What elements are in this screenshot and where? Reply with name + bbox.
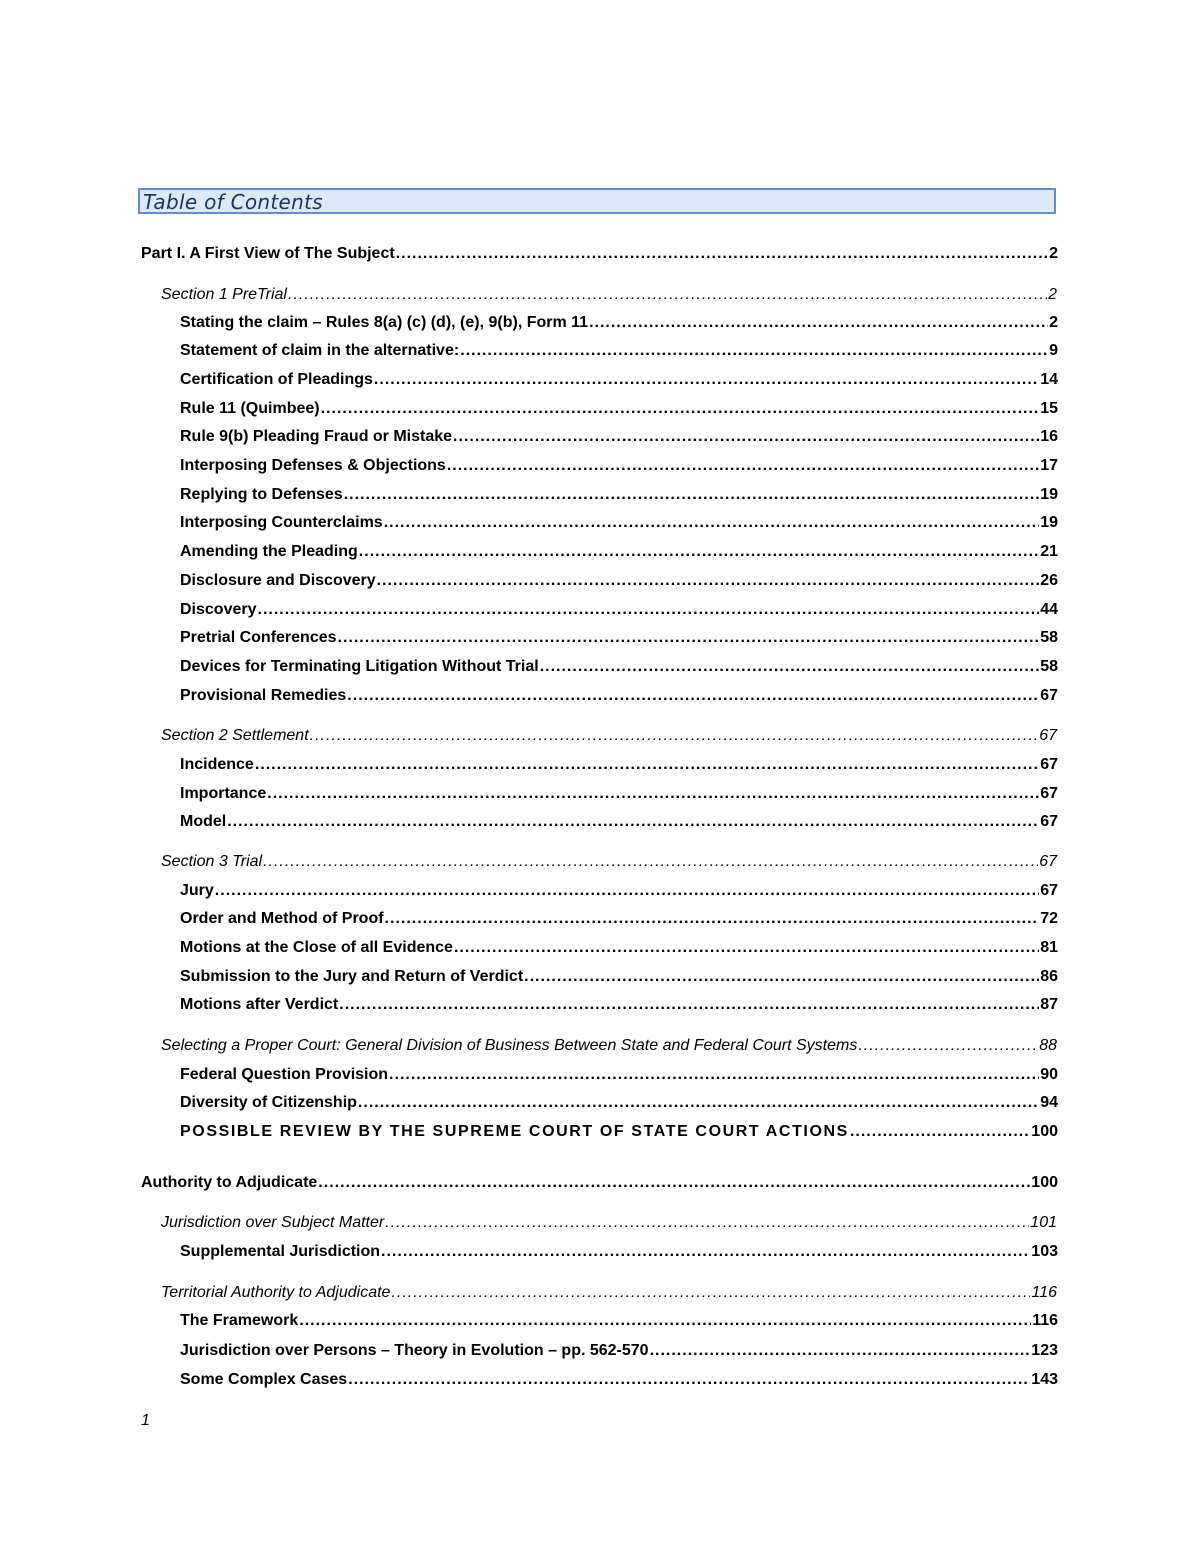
toc-leader-dots bbox=[540, 658, 1040, 676]
toc-entry[interactable] bbox=[180, 1342, 1058, 1360]
toc-leader-dots bbox=[589, 314, 1048, 332]
toc-entry[interactable] bbox=[180, 601, 1058, 619]
toc-entry[interactable] bbox=[180, 910, 1058, 928]
toc-entry-label: Submission to the Jury and Return of Verdict bbox=[180, 968, 524, 985]
toc-entry-label: Interposing Counterclaims bbox=[180, 514, 383, 531]
toc-leader-dots bbox=[850, 1123, 1030, 1141]
toc-leader-dots bbox=[310, 727, 1039, 745]
toc-entry[interactable] bbox=[180, 371, 1058, 389]
toc-entry[interactable] bbox=[180, 658, 1058, 676]
toc-leader-dots bbox=[263, 853, 1038, 871]
toc-entry-label: Rule 9(b) Pleading Fraud or Mistake bbox=[180, 428, 453, 445]
toc-title: Table of Contents bbox=[143, 190, 323, 214]
toc-entry-page: 14 bbox=[1040, 371, 1058, 388]
toc-entry-page: 143 bbox=[1031, 1371, 1058, 1388]
toc-entry-label: Discovery bbox=[180, 601, 257, 618]
toc-entry[interactable] bbox=[161, 286, 1057, 304]
toc-entry-page: 103 bbox=[1031, 1243, 1058, 1260]
toc-entry-label: Order and Method of Proof bbox=[180, 910, 384, 927]
toc-entry-page: 67 bbox=[1040, 785, 1058, 802]
toc-entry-label: Amending the Pleading bbox=[180, 543, 358, 560]
toc-entry-page: 67 bbox=[1040, 813, 1058, 830]
toc-entry-page: 2 bbox=[1049, 245, 1058, 262]
toc-entry-label: Replying to Defenses bbox=[180, 486, 343, 503]
toc-entry-page: 16 bbox=[1040, 428, 1058, 445]
toc-entry[interactable] bbox=[180, 1123, 1058, 1141]
toc-entry[interactable] bbox=[180, 939, 1058, 957]
toc-leader-dots bbox=[255, 756, 1039, 774]
toc-leader-dots bbox=[454, 939, 1039, 957]
toc-entry-label: Jurisdiction over Persons – Theory in Evolution – pp. 562-570 bbox=[180, 1342, 649, 1359]
toc-entry-label: Section 2 Settlement bbox=[161, 727, 309, 744]
toc-entry-page: 21 bbox=[1040, 543, 1058, 560]
toc-entry-label: Jurisdiction over Subject Matter bbox=[161, 1214, 385, 1231]
toc-entry-label: Rule 11 (Quimbee) bbox=[180, 400, 320, 417]
page-number: 1 bbox=[141, 1412, 150, 1429]
toc-entry-label: Jury bbox=[180, 882, 214, 899]
toc-entry[interactable] bbox=[180, 882, 1058, 900]
toc-entry-page: 2 bbox=[1048, 286, 1057, 303]
toc-entry-label: Diversity of Citizenship bbox=[180, 1094, 357, 1111]
toc-entry-label: Supplemental Jurisdiction bbox=[180, 1243, 381, 1260]
toc-entry-page: 116 bbox=[1032, 1312, 1058, 1329]
toc-entry[interactable] bbox=[180, 996, 1058, 1014]
toc-leader-dots bbox=[385, 1214, 1029, 1232]
toc-entry-page: 94 bbox=[1040, 1094, 1058, 1111]
toc-entry[interactable] bbox=[180, 687, 1058, 705]
toc-entry-page: 123 bbox=[1031, 1342, 1058, 1359]
toc-entry-label: Territorial Authority to Adjudicate bbox=[161, 1284, 391, 1301]
toc-leader-dots bbox=[339, 996, 1039, 1014]
toc-entry[interactable] bbox=[180, 1371, 1058, 1389]
toc-entry-page: 100 bbox=[1031, 1123, 1058, 1140]
toc-leader-dots bbox=[858, 1037, 1038, 1055]
toc-entry[interactable] bbox=[180, 785, 1058, 803]
toc-entry-label: Section 3 Trial bbox=[161, 853, 263, 870]
toc-entry-page: 100 bbox=[1031, 1174, 1058, 1191]
toc-entry[interactable] bbox=[180, 1094, 1058, 1112]
toc-leader-dots bbox=[348, 1371, 1030, 1389]
toc-entry-label: Model bbox=[180, 813, 227, 830]
toc-entry-label: Disclosure and Discovery bbox=[180, 572, 376, 589]
toc-leader-dots bbox=[384, 514, 1040, 532]
toc-entry-page: 17 bbox=[1040, 457, 1058, 474]
toc-entry-label: Stating the claim – Rules 8(a) (c) (d), (e), 9(b), Form 11 bbox=[180, 314, 589, 331]
toc-entry-page: 67 bbox=[1040, 882, 1058, 899]
toc-leader-dots bbox=[267, 785, 1039, 803]
toc-entry-page: 67 bbox=[1039, 727, 1057, 744]
toc-entry[interactable] bbox=[161, 1284, 1057, 1302]
toc-entry-page: 86 bbox=[1040, 968, 1058, 985]
toc-leader-dots bbox=[460, 342, 1048, 360]
toc-entry[interactable] bbox=[161, 727, 1057, 745]
toc-entry-page: 26 bbox=[1040, 572, 1058, 589]
toc-entry[interactable] bbox=[180, 400, 1058, 418]
toc-entry[interactable] bbox=[180, 629, 1058, 647]
toc-leader-dots bbox=[321, 400, 1040, 418]
toc-entry-label: The Framework bbox=[180, 1312, 299, 1329]
toc-leader-dots bbox=[389, 1066, 1039, 1084]
toc-entry-label: Section 1 PreTrial bbox=[161, 286, 287, 303]
toc-leader-dots bbox=[447, 457, 1039, 475]
toc-leader-dots bbox=[288, 286, 1047, 304]
toc-entry-page: 9 bbox=[1049, 342, 1058, 359]
toc-entry[interactable] bbox=[180, 428, 1058, 446]
toc-leader-dots bbox=[359, 543, 1039, 561]
toc-leader-dots bbox=[318, 1174, 1030, 1192]
toc-entry-page: 19 bbox=[1040, 486, 1058, 503]
toc-leader-dots bbox=[299, 1312, 1031, 1330]
toc-entry-label: Motions after Verdict bbox=[180, 996, 339, 1013]
toc-entry[interactable] bbox=[180, 1312, 1058, 1330]
toc-leader-dots bbox=[374, 371, 1039, 389]
toc-entry-page: 58 bbox=[1040, 629, 1058, 646]
toc-entry[interactable] bbox=[141, 1174, 1058, 1192]
toc-leader-dots bbox=[650, 1342, 1031, 1360]
toc-leader-dots bbox=[385, 910, 1040, 928]
toc-title-box bbox=[138, 188, 1056, 214]
toc-entry-page: 2 bbox=[1049, 314, 1058, 331]
toc-entry-page: 88 bbox=[1039, 1037, 1057, 1054]
toc-entry-label: Motions at the Close of all Evidence bbox=[180, 939, 453, 956]
toc-entry[interactable] bbox=[180, 314, 1058, 332]
toc-entry-label: Interposing Defenses & Objections bbox=[180, 457, 446, 474]
toc-entry-page: 101 bbox=[1030, 1214, 1057, 1231]
toc-leader-dots bbox=[215, 882, 1039, 900]
toc-leader-dots bbox=[453, 428, 1039, 446]
toc-entry[interactable] bbox=[180, 756, 1058, 774]
toc-leader-dots bbox=[396, 245, 1048, 263]
toc-entry-label: Some Complex Cases bbox=[180, 1371, 348, 1388]
toc-entry-page: 67 bbox=[1039, 853, 1057, 870]
toc-entry[interactable] bbox=[180, 813, 1058, 831]
toc-entry-label: Provisional Remedies bbox=[180, 687, 347, 704]
toc-entry[interactable] bbox=[180, 572, 1058, 590]
toc-entry[interactable] bbox=[161, 1214, 1057, 1232]
toc-entry-label: Part I. A First View of The Subject bbox=[141, 245, 395, 262]
toc-entry-label: Selecting a Proper Court: General Division of Business Between State and Federal Court Systems bbox=[161, 1037, 858, 1054]
toc-entry-label: Pretrial Conferences bbox=[180, 629, 337, 646]
toc-leader-dots bbox=[391, 1284, 1030, 1302]
toc-entry-page: 67 bbox=[1040, 687, 1058, 704]
toc-entry-page: 19 bbox=[1040, 514, 1058, 531]
toc-entry[interactable] bbox=[180, 1066, 1058, 1084]
toc-entry-label: Importance bbox=[180, 785, 267, 802]
toc-entry-label: Federal Question Provision bbox=[180, 1066, 389, 1083]
toc-leader-dots bbox=[524, 968, 1039, 986]
toc-entry[interactable] bbox=[180, 514, 1058, 532]
toc-entry-label: Certification of Pleadings bbox=[180, 371, 373, 388]
toc-entry-page: 44 bbox=[1040, 601, 1058, 618]
toc-entry-page: 67 bbox=[1040, 756, 1058, 773]
toc-leader-dots bbox=[344, 486, 1040, 504]
toc-leader-dots bbox=[258, 601, 1040, 619]
toc-entry[interactable] bbox=[180, 486, 1058, 504]
toc-leader-dots bbox=[338, 629, 1040, 647]
toc-leader-dots bbox=[358, 1094, 1039, 1112]
toc-leader-dots bbox=[381, 1243, 1030, 1261]
toc-entry-page: 58 bbox=[1040, 658, 1058, 675]
toc-leader-dots bbox=[347, 687, 1039, 705]
toc-entry[interactable] bbox=[180, 543, 1058, 561]
toc-entry-label: Devices for Terminating Litigation Without Trial bbox=[180, 658, 539, 675]
toc-entry-page: 87 bbox=[1040, 996, 1058, 1013]
toc-entry-label: Statement of claim in the alternative: bbox=[180, 342, 460, 359]
toc-entry[interactable] bbox=[180, 457, 1058, 475]
toc-leader-dots bbox=[227, 813, 1039, 831]
toc-entry-label: Incidence bbox=[180, 756, 254, 773]
toc-entry[interactable] bbox=[180, 968, 1058, 986]
toc-leader-dots bbox=[377, 572, 1040, 590]
toc-entry-page: 81 bbox=[1040, 939, 1058, 956]
toc-entry[interactable] bbox=[141, 245, 1058, 263]
toc-entry[interactable] bbox=[180, 1243, 1058, 1261]
toc-entry-page: 15 bbox=[1040, 400, 1058, 417]
toc-entry[interactable] bbox=[161, 853, 1057, 871]
toc-entry[interactable] bbox=[161, 1037, 1057, 1055]
toc-entry-page: 72 bbox=[1040, 910, 1058, 927]
toc-entry[interactable] bbox=[180, 342, 1058, 360]
toc-entry-page: 90 bbox=[1040, 1066, 1058, 1083]
toc-entry-page: 116 bbox=[1031, 1284, 1057, 1301]
toc-entry-label: POSSIBLE REVIEW BY THE SUPREME COURT OF STATE COURT ACTIONS bbox=[180, 1123, 849, 1140]
toc-entry-label: Authority to Adjudicate bbox=[141, 1174, 318, 1191]
